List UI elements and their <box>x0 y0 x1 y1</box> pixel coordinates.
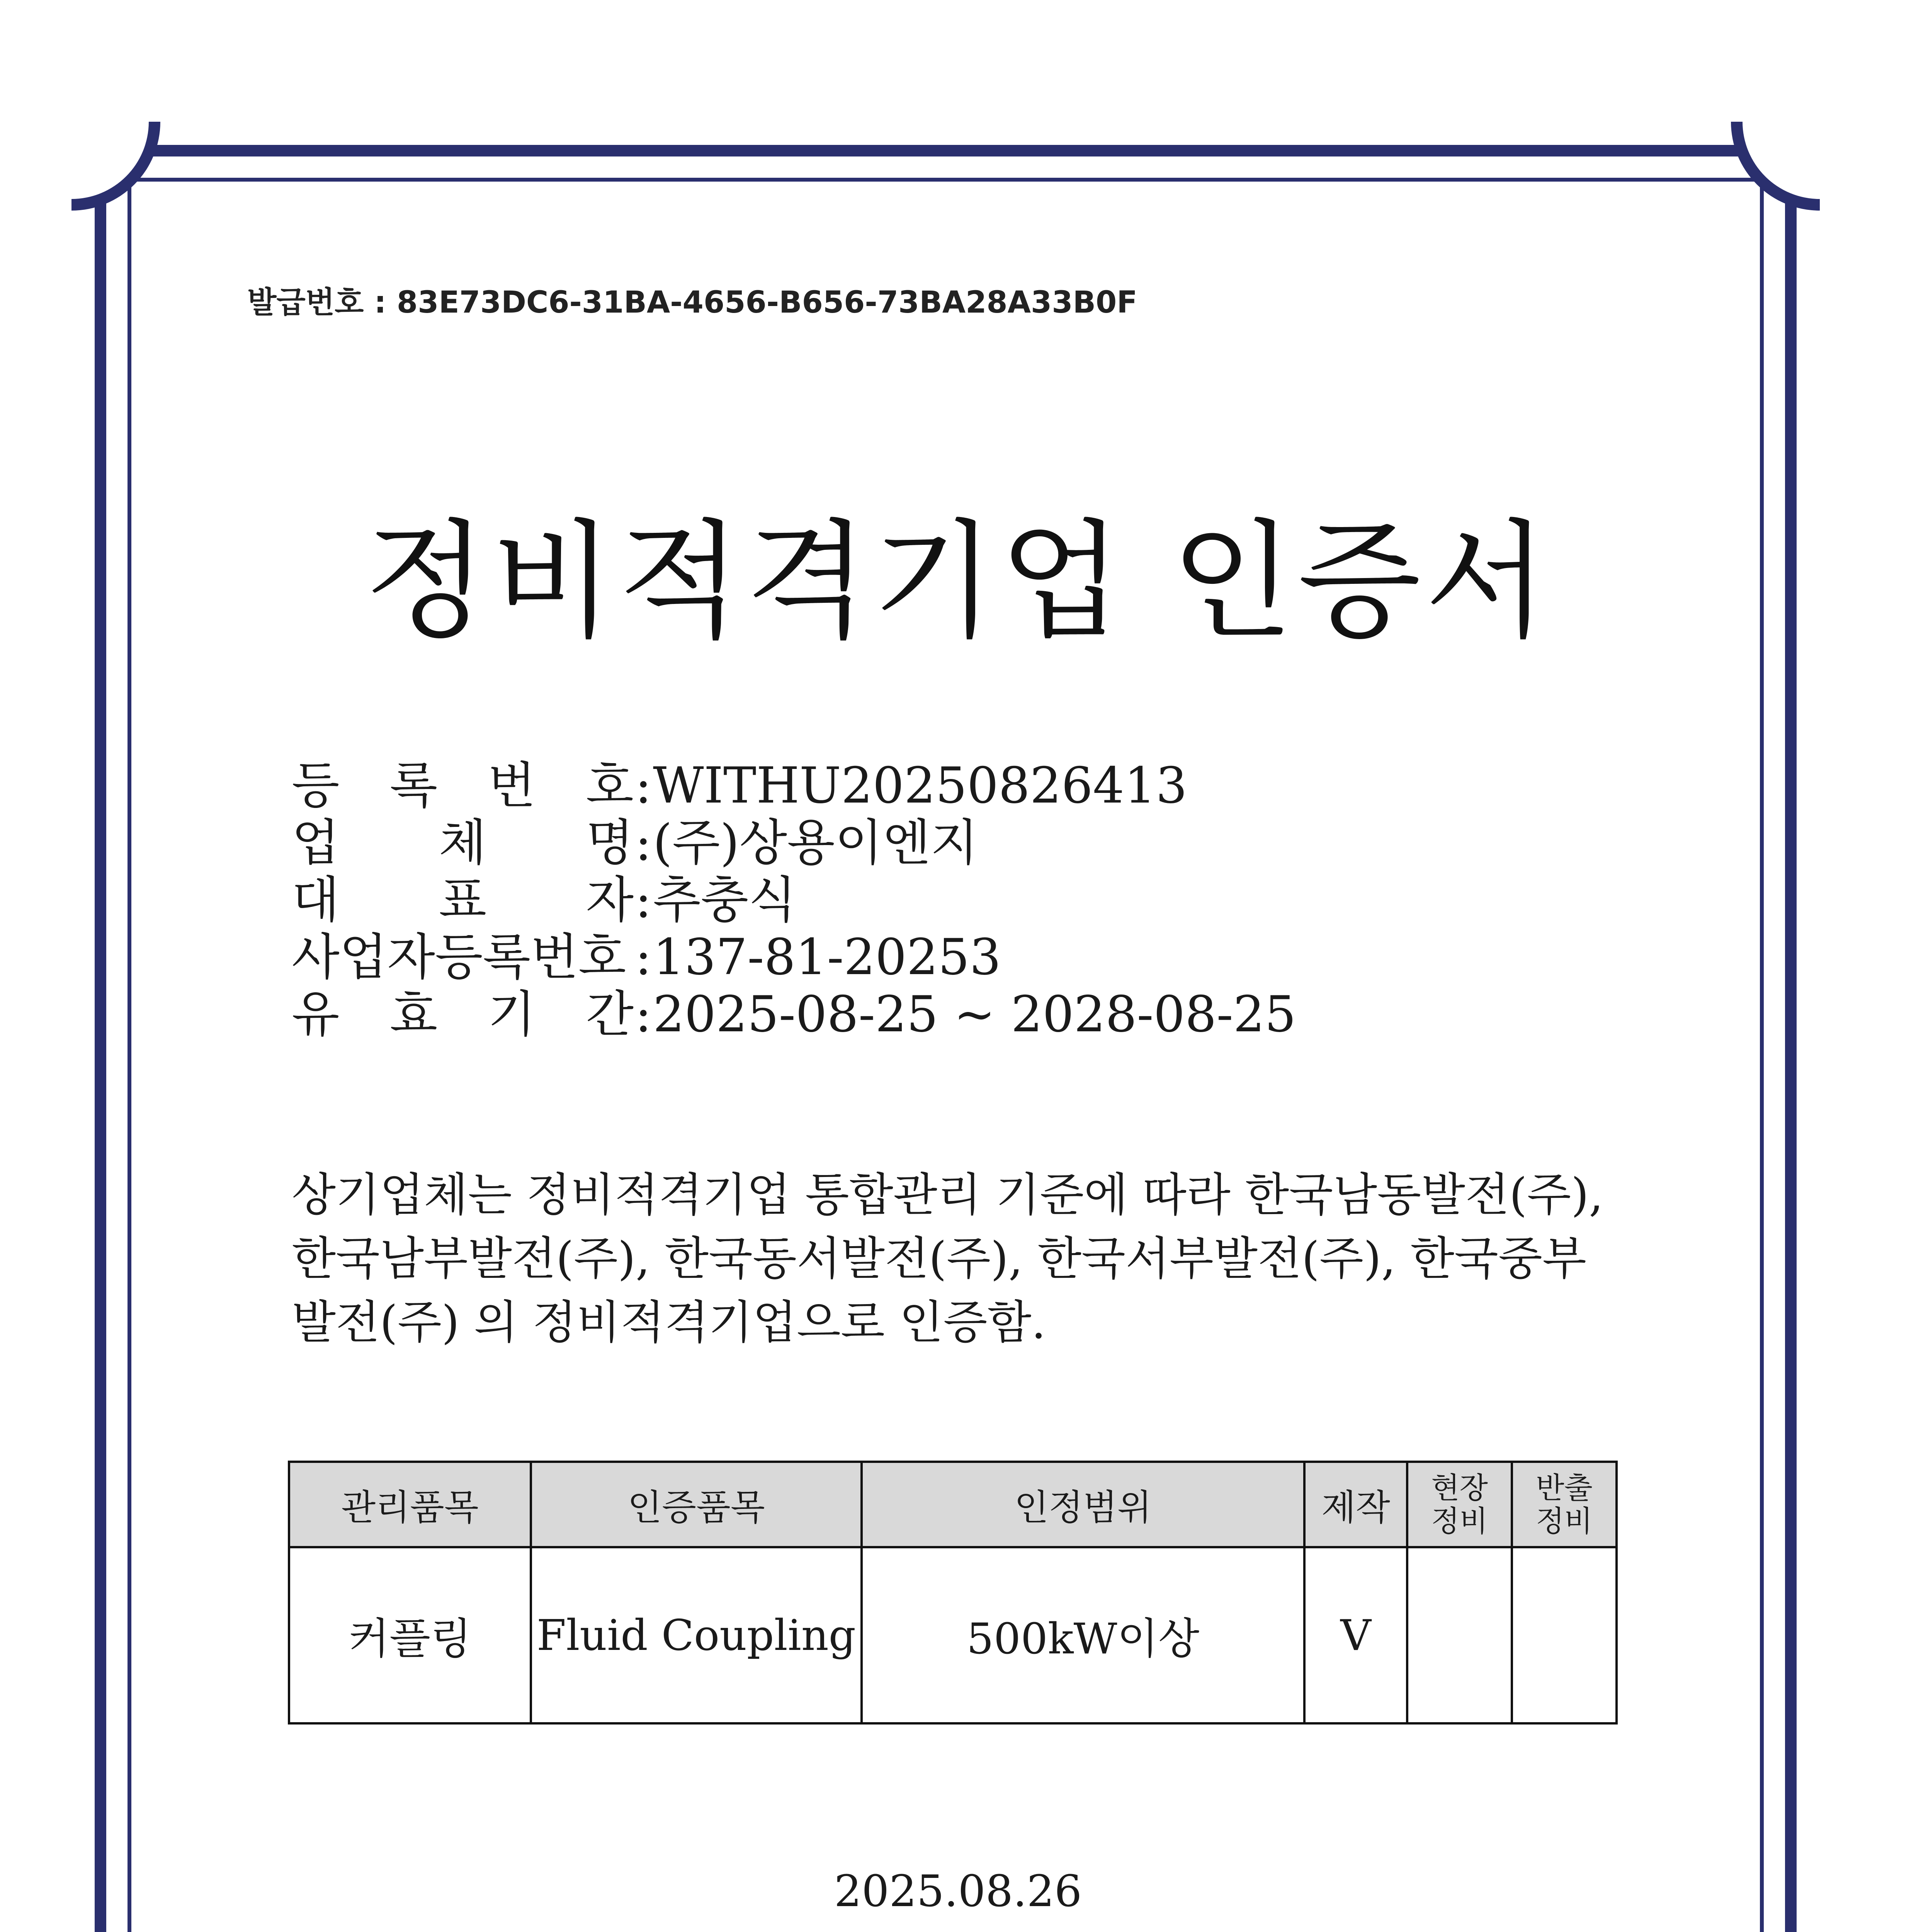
header-onsite-maintenance: 현장 정비 <box>1407 1462 1512 1547</box>
issue-number-label: 발급번호 <box>247 285 364 320</box>
cell-managed-item: 커플링 <box>289 1547 531 1723</box>
representative-value: 추충식 <box>653 871 796 929</box>
info-row-period: 유 효 기 간 : 2025-08-25 ~ 2028-08-25 <box>292 986 1296 1043</box>
info-row-biz-no: 사업자등록번호 : 137-81-20253 <box>292 929 1001 986</box>
table-row <box>289 1547 1617 1723</box>
issue-date: 2025.08.26 <box>834 1866 1082 1917</box>
info-row-reg-no: 등 록 번 호 : WITHU20250826413 <box>292 757 1187 815</box>
representative-label: 대 표 자 <box>292 871 634 929</box>
certified-items-table <box>288 1461 1618 1725</box>
cell-cert-item: Fluid Coupling <box>531 1547 862 1723</box>
cell-make: V <box>1304 1547 1407 1723</box>
cell-onsite <box>1407 1547 1512 1723</box>
header-make: 제작 <box>1304 1462 1407 1547</box>
biz-no-value: 137-81-20253 <box>653 929 1001 986</box>
reg-no-label: 등 록 번 호 <box>292 757 634 815</box>
certificate-title: 정비적격기업 인증서 <box>364 507 1552 656</box>
issue-number-value: 83E73DC6-31BA-4656-B656-73BA28A33B0F <box>396 285 1137 320</box>
info-row-representative: 대 표 자 : 추충식 <box>292 871 796 929</box>
header-range: 인정범위 <box>862 1462 1304 1547</box>
period-label: 유 효 기 간 <box>292 986 634 1043</box>
header-carryout-maintenance: 반출 정비 <box>1512 1462 1617 1547</box>
period-value: 2025-08-25 ~ 2028-08-25 <box>653 986 1296 1043</box>
company-value: (주)상용이엔지 <box>653 814 978 872</box>
certification-statement: 상기업체는 정비적격기업 통합관리 기준에 따라 한국남동발전(주), 한국남부발전(주), 한국동서발전(주), 한국서부발전(주), 한국중부발전(주) 의 정비적격기업으로 인증함. <box>292 1168 1603 1349</box>
header-cert-item: 인증품목 <box>531 1462 862 1547</box>
reg-no-value: WITHU20250826413 <box>653 757 1187 815</box>
company-label: 업 체 명 <box>292 814 634 872</box>
table-header-row <box>289 1462 1617 1547</box>
certificate-info <box>292 757 1296 1043</box>
cell-carry <box>1512 1547 1617 1723</box>
cell-range: 500kW이상 <box>862 1547 1304 1723</box>
biz-no-label: 사업자등록번호 <box>292 929 626 986</box>
issue-number: 발급번호 : 83E73DC6-31BA-4656-B656-73BA28A33B0F <box>247 285 1137 320</box>
header-managed-item: 관리품목 <box>289 1462 531 1547</box>
info-row-company: 업 체 명 : (주)상용이엔지 <box>292 814 978 872</box>
